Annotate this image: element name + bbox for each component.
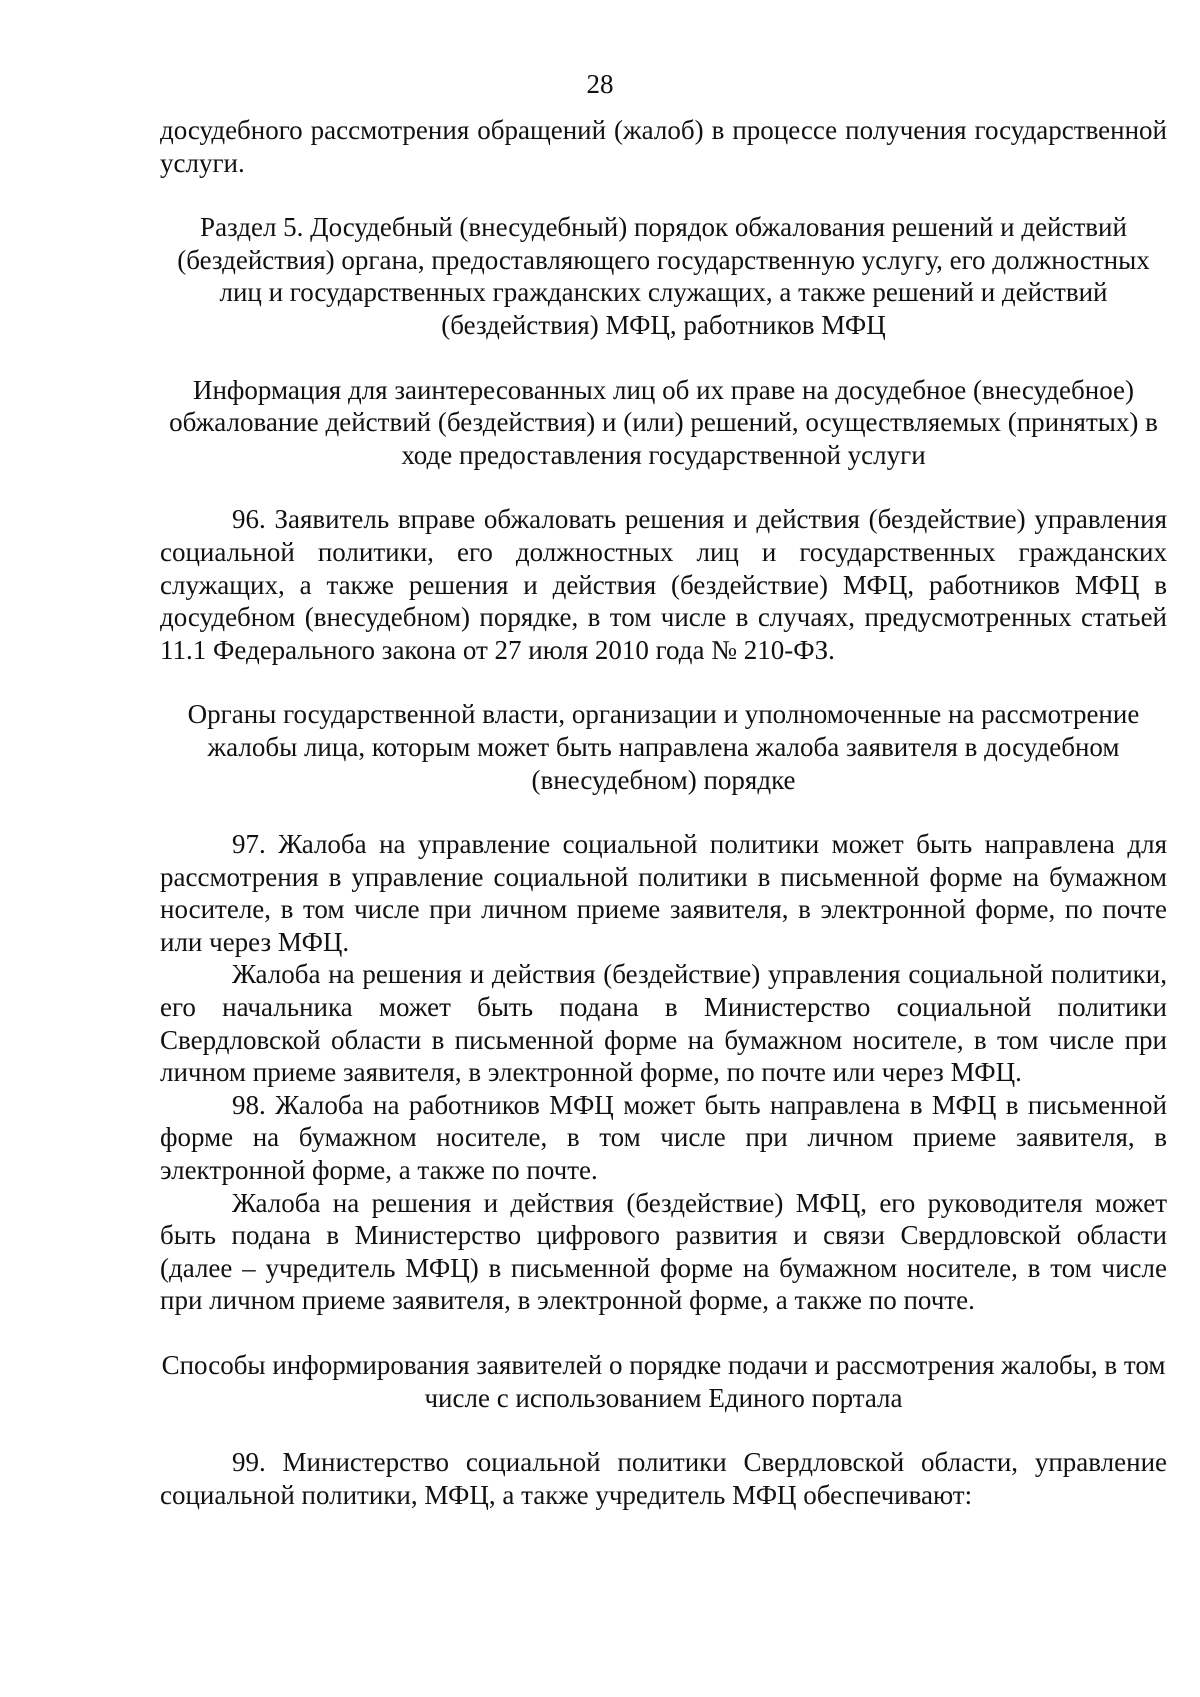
- document-body: [160, 114, 1167, 1511]
- paragraph-96: 96. Заявитель вправе обжаловать решения и действия (бездействие) управления социальной политики, его должностных лиц и государственных гражданских служащих, а также решения и действия (бездействие) МФЦ, работников МФЦ в досудебном (внесудебном) порядке, в том числе в случаях, предусмотренных статьей 11.1 Федерального закона от 27 июля 2010 года № 210-ФЗ.: [160, 504, 1167, 665]
- subheading-rights: Информация для заинтересованных лиц об их праве на досудебное (внесудебное) обжалование действий (бездействия) и (или) решений, осуществляемых (принятых) в ходе предоставления государственной услуги: [169, 374, 1158, 470]
- subheading-informing: Способы информирования заявителей о порядке подачи и рассмотрения жалобы, в том числе с использованием Единого портала: [161, 1350, 1166, 1413]
- paragraph-97: 97. Жалоба на управление социальной политики может быть направлена для рассмотрения в управление социальной политики в письменной форме на бумажном носителе, в том числе при личном приеме заявителя, в электронной форме, по почте или через МФЦ.: [160, 829, 1167, 957]
- page-number: 28: [586, 69, 614, 99]
- paragraph-97-continued: Жалоба на решения и действия (бездействие) управления социальной политики, его начальника может быть подана в Министерство социальной политики Свердловской области в письменной форме на бумажном носителе, в том числе при личном приеме заявителя, в электронной форме, по почте или через МФЦ.: [160, 959, 1167, 1088]
- intro-paragraph: досудебного рассмотрения обращений (жалоб) в процессе получения государственной услуги.: [160, 115, 1167, 178]
- spacer: [160, 342, 1167, 374]
- spacer: [160, 179, 1167, 211]
- paragraph-99: 99. Министерство социальной политики Свердловской области, управление социальной политики, МФЦ, а также учредитель МФЦ обеспечивают:: [160, 1447, 1167, 1510]
- section-heading: Раздел 5. Досудебный (внесудебный) порядок обжалования решений и действий (бездействия) органа, предоставляющего государственную услугу, его должностных лиц и государственных гражданских служащих, а также решений и действий (бездействия) МФЦ, работников МФЦ: [177, 212, 1150, 340]
- subheading-authorities: Органы государственной власти, организации и уполномоченные на рассмотрение жалобы лица, которым может быть направлена жалоба заявителя в досудебном (внесудебном) порядке: [187, 699, 1140, 795]
- spacer: [160, 1414, 1167, 1446]
- spacer: [160, 471, 1167, 503]
- paragraph-98: 98. Жалоба на работников МФЦ может быть направлена в МФЦ в письменной форме на бумажном носителе, в том числе при личном приеме заявителя, в электронной форме, а также по почте.: [160, 1089, 1167, 1186]
- paragraph-98-continued: Жалоба на решения и действия (бездействие) МФЦ, его руководителя может быть подана в Министерство цифрового развития и связи Свердловской области (далее – учредитель МФЦ) в письменной форме на бумажном носителе, в том числе при личном приеме заявителя, в электронной форме, а также по почте.: [160, 1187, 1167, 1316]
- spacer: [160, 666, 1167, 698]
- spacer: [160, 1317, 1167, 1349]
- spacer: [160, 796, 1167, 828]
